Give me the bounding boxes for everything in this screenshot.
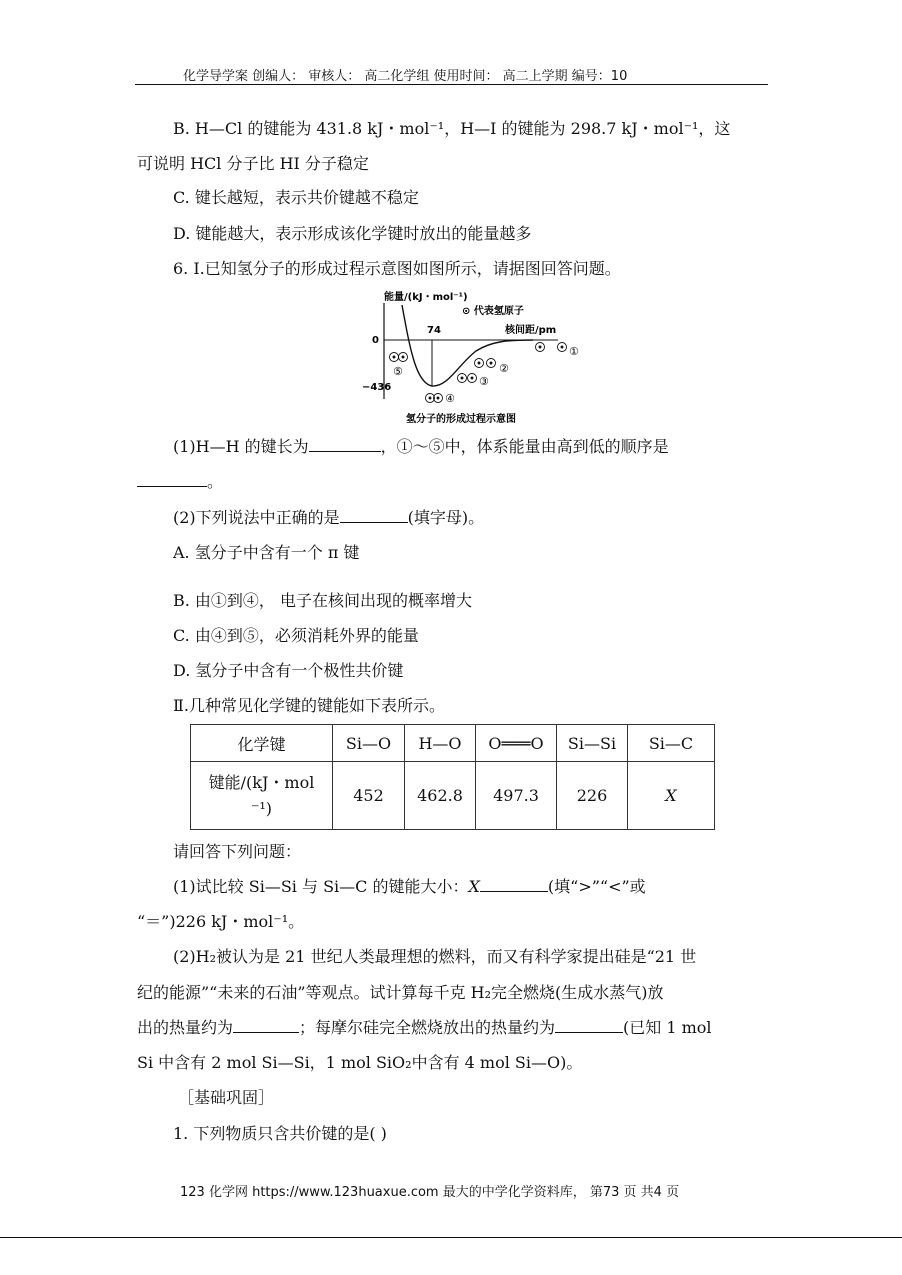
option-b-line1: B. H—Cl 的键能为 431.8 kJ・mol⁻¹，H—I 的键能为 298.7 kJ・mol⁻¹，这 <box>173 119 731 138</box>
table-header-row <box>191 725 715 762</box>
figure-y0: 0 <box>372 335 379 346</box>
table-cell-h-o: 462.8 <box>405 762 476 830</box>
bond-energy-table <box>190 724 715 830</box>
state-4-label: ④ <box>445 392 455 405</box>
part-2-q1-text-b: (填“>”“<”或 <box>547 877 646 896</box>
question-1-line2 <box>137 472 223 492</box>
answer-blank-bond-length[interactable] <box>309 437 381 452</box>
option-b-2: B. 由①到④， 电子在核间出现的概率增大 <box>173 591 473 610</box>
option-d-2: D. 氢分子中含有一个极性共价键 <box>173 661 404 680</box>
question-2-line <box>173 508 484 528</box>
table-row-label-line1: 键能/(kJ・mol <box>208 772 315 792</box>
part-2-question-2-line4: Si 中含有 2 mol Si—Si，1 mol SiO₂中含有 4 mol Si—O)。 <box>137 1053 583 1072</box>
option-c: C. 键长越短，表示共价键越不稳定 <box>173 188 419 207</box>
state-5-atoms <box>390 353 408 362</box>
part-2-q2-text-a: 出的热量约为 <box>137 1018 234 1037</box>
header-rule <box>135 84 768 85</box>
state-3-label: ③ <box>479 375 489 388</box>
part-2-q2-text-c: (已知 1 mol <box>623 1018 712 1037</box>
part-2-question-2-line2: 纪的能源”“未来的石油”等观点。试计算每千克 H₂完全燃烧(生成水蒸气)放 <box>137 983 664 1002</box>
answer-blank-compare[interactable] <box>480 877 548 892</box>
footer-rule <box>0 1237 902 1238</box>
answer-blank-energy-order[interactable] <box>137 472 207 487</box>
hydrogen-formation-figure <box>358 289 588 429</box>
part-2-q1-text-a: (1)试比较 Si—Si 与 Si—C 的键能大小： <box>173 877 469 896</box>
figure-xlabel: 核间距/pm <box>505 325 557 336</box>
option-d: D. 键能越大，表示形成该化学键时放出的能量越多 <box>173 224 532 243</box>
figure-y436: −436 <box>362 382 392 393</box>
table-cell-o-o: 497.3 <box>476 762 557 830</box>
answer-blank-correct-option[interactable] <box>340 508 408 523</box>
table-header-cell: Si—O <box>333 725 405 762</box>
part-2-heading: Ⅱ.几种常见化学键的键能如下表所示。 <box>173 696 445 715</box>
practice-question-1: 1. 下列物质只含共价键的是( ) <box>173 1124 387 1143</box>
figure-legend: ⊙ 代表氢原子 <box>462 306 524 317</box>
table-cell-si-si: 226 <box>557 762 628 830</box>
page-footer: 123 化学网 https://www.123huaxue.com 最大的中学化学资料库， 第73 页 共4 页 <box>180 1185 680 1200</box>
option-c-2: C. 由④到⑤，必须消耗外界的能量 <box>173 626 419 645</box>
answer-blank-heat-h2[interactable] <box>233 1018 299 1033</box>
figure-caption: 氢分子的形成过程示意图 <box>406 414 516 425</box>
answer-prompt: 请回答下列问题： <box>173 842 302 861</box>
part-2-question-2-line3 <box>137 1018 712 1038</box>
table-header-cell: 化学键 <box>191 725 333 762</box>
state-2-atoms <box>475 359 496 368</box>
part-2-question-1 <box>173 877 646 897</box>
section-heading: ［基础巩固］ <box>178 1088 275 1107</box>
table-row-label-line2: ⁻¹) <box>250 798 273 818</box>
table-header-cell: H—O <box>405 725 476 762</box>
question-1-text-b: ，①～⑤中，体系能量由高到低的顺序是 <box>380 437 669 456</box>
question-1-text-a: (1)H—H 的键长为 <box>173 437 309 456</box>
figure-x74: 74 <box>427 325 441 336</box>
part-2-question-2-line1: (2)H₂被认为是 21 世纪人类最理想的燃料，而又有科学家提出硅是“21 世 <box>173 947 697 966</box>
state-1-label: ① <box>569 345 579 358</box>
option-b-line2: 可说明 HCl 分子比 HI 分子稳定 <box>137 154 369 173</box>
state-1-atoms <box>536 343 567 352</box>
table-cell-si-c: X <box>628 762 715 830</box>
table-header-cell: O═══O <box>476 725 557 762</box>
table-header-cell: Si—C <box>628 725 715 762</box>
part-2-q1-x: X <box>468 877 480 896</box>
page-header: 化学导学案 创编人： 审核人： 高二化学组 使用时间： 高二上学期 编号：10 <box>183 69 628 84</box>
part-2-question-1-line2: “＝”)226 kJ・mol⁻¹。 <box>137 912 305 931</box>
state-2-label: ② <box>499 362 509 375</box>
state-4-atoms <box>426 394 443 403</box>
figure-energy-curve <box>402 305 533 386</box>
state-3-atoms <box>458 374 477 383</box>
figure-ylabel: 能量/(kJ・mol⁻¹) <box>384 292 468 303</box>
question-1-text-c: 。 <box>207 472 224 491</box>
part-2-q2-text-b: ；每摩尔硅完全燃烧放出的热量约为 <box>299 1018 556 1037</box>
question-1-line <box>173 437 669 457</box>
question-2-text-a: (2)下列说法中正确的是 <box>173 508 340 527</box>
state-5-label: ⑤ <box>393 365 403 378</box>
table-row <box>191 762 715 830</box>
table-row-label <box>191 762 333 830</box>
table-header-cell: Si—Si <box>557 725 628 762</box>
question-6: 6. Ⅰ.已知氢分子的形成过程示意图如图所示，请据图回答问题。 <box>173 259 621 278</box>
option-a-2: A. 氢分子中含有一个 π 键 <box>173 543 360 562</box>
question-2-text-b: (填字母)。 <box>407 508 485 527</box>
table-cell-si-o: 452 <box>333 762 405 830</box>
answer-blank-heat-si[interactable] <box>555 1018 623 1033</box>
